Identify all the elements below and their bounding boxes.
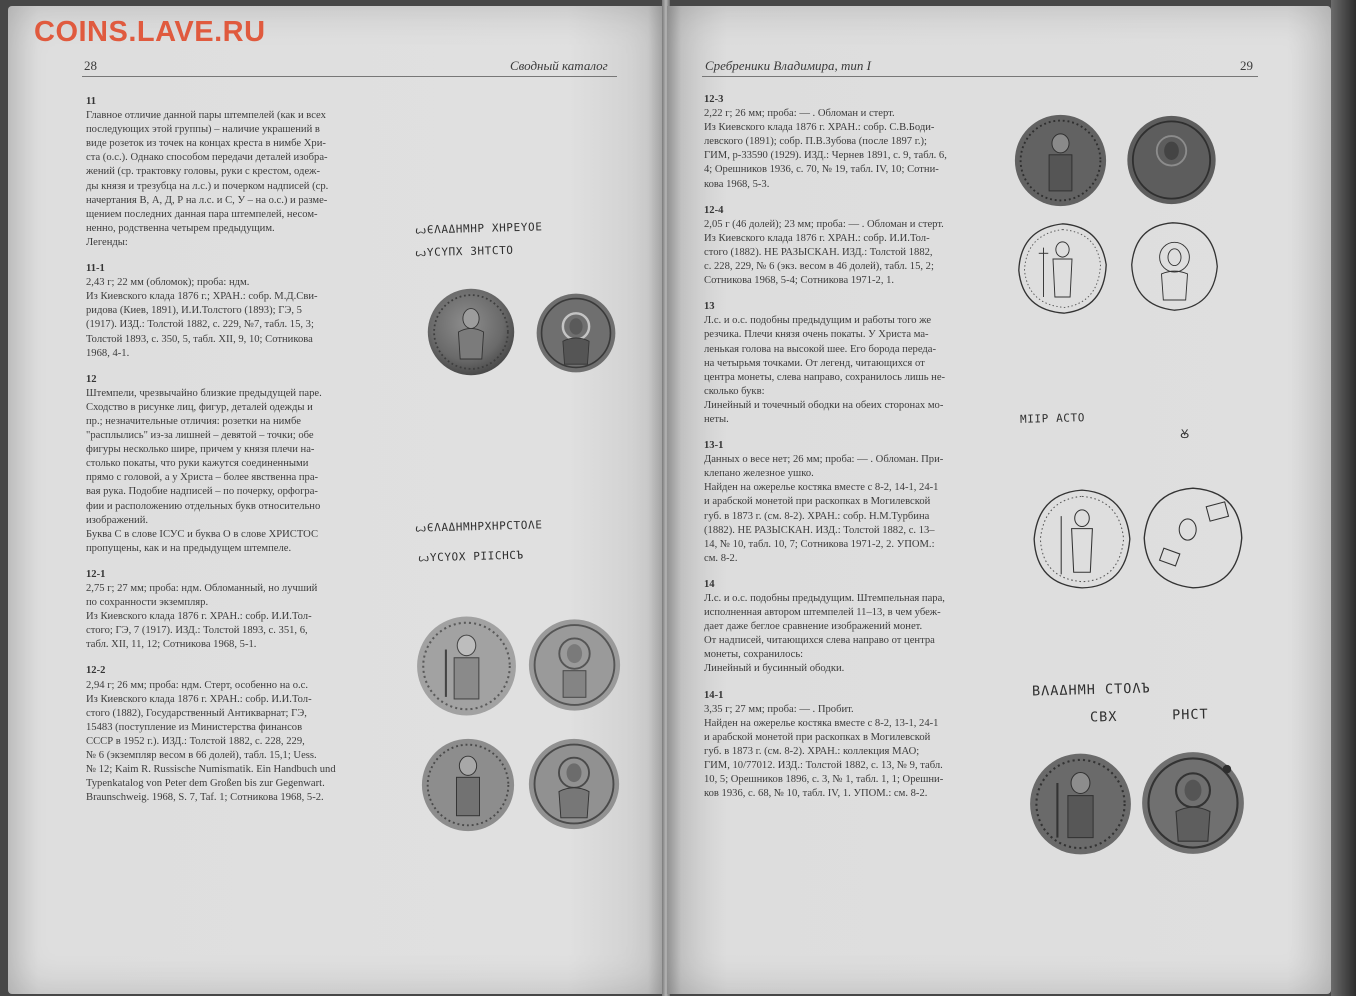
catalog-entry [86,262,368,361]
entry-line: по сохранности экземпляр. [86,597,209,609]
entry-line: центра монеты, слева направо, сохранилось лишь не- [704,371,946,383]
catalog-entry [704,689,994,802]
entry-line: Л.с. и о.с. подобны предыдущим. Штемпельная пара, [704,593,945,604]
entry-line: 4; Орешников 1936, с. 70, № 19, табл. IV, 10; Сотни- [704,164,939,176]
catalog-entry [704,578,994,677]
coin-14-1-obverse [1028,748,1133,860]
coin-11-1-reverse [535,290,617,376]
entry-line: неты. [704,413,729,425]
entry-line: 14, № 10, табл. 10, 7; Сотникова 1971-2, 2. УПОМ.: [704,538,935,550]
entry-line: (1882). НЕ РАЗЫСКАН. ИЗД.: Толстой 1882, с. 13– [704,524,935,536]
legend-12-obverse: ꙍЄΛΑΔΗΜΗΡΧΗΡCΤΟΛΕ [414,518,543,535]
entry-line: на четырьмя точками. От легенд, читающихся от [704,357,925,369]
entry-line: губ. в 1873 г. (см. 8-2). ХРАН.: собр. Н.М.Турбина [704,510,930,522]
entry-line: ГИМ, р-33590 (1929). ИЗД.: Чернев 1891, с. 9, табл. 6, [704,150,947,162]
coin-12-2-reverse [527,734,621,834]
watermark: COINS.LAVE.RU [34,16,266,48]
catalog-entry [704,204,994,289]
entry-line: 2,22 г; 26 мм; проба: — . Обломан и стерт. [704,108,895,120]
entry-line: Толстой 1893, с. 350, 5, табл. XII, 9, 10; Сотникова [86,333,313,345]
entry-line: (1917). ИЗД.: Толстой 1882, с. 229, №7, табл. 15, 3; [86,319,314,331]
entry-line: 2,43 г; 22 мм (обломок); проба: ндм. [86,277,250,289]
entry-line: пропущены, как и на предыдущем штемпеле. [86,542,292,554]
entry-line: ста (о.с.). Однако способом передачи деталей изобра- [86,152,328,164]
catalog-entry [704,439,994,566]
catalog-entry [86,568,368,653]
entry-line: 2,05 г (46 долей); 23 мм; проба: — . Обломан и стерт. [704,218,944,230]
entry-line: левского (1891); собр. П.В.Зубова (после 1897 г.); [704,136,927,148]
entry-line: см. 8-2. [704,552,738,564]
entry-line: пр.; незначительные отличия: розетки на нимбе [86,415,301,427]
page-number-right: 29 [1240,58,1253,73]
entry-line: ленькая голова на высокой шее. Его борода переда- [704,343,937,355]
entry-line: вая рука. Подобие надписей – по почерку, орфогра- [86,486,318,498]
entry-line: 1968, 4-1. [86,347,130,359]
entry-line: губ. в 1873 г. (см. 8-2). ХРАН.: коллекция МАО; [704,745,920,757]
entry-line: Найден на ожерелье костяка вместе с 8-2, 13-1, 24-1 [704,717,939,729]
entry-line: ков 1936, с. 68, № 10, табл. IV, 1. УПОМ.: см. 8-2. [704,788,928,800]
entry-line: жений (ср. трактовку головы, руки с крестом, одеж- [86,166,320,178]
entry-number: 12 [86,373,97,385]
entry-line: Из Киевского клада 1876 г. ХРАН.: собр. С.В.Боди- [704,122,935,134]
entry-line: Из Киевского клада 1876 г. ХРАН.: собр. И.И.Тол- [86,611,312,623]
entry-line: 3,35 г; 27 мм; проба: — . Пробит. [704,703,854,715]
entry-number: 12-4 [704,204,724,216]
entry-line: Из Киевского клада 1876 г. ХРАН.: собр. И.И.Тол- [704,232,930,244]
entry-line: щением последних данная пара штемпелей, несом- [86,208,318,220]
coin-13-1-obverse-drawing [1030,482,1134,596]
entry-line: начертания В, А, Д, Р на л.с. и С, У – на о.с.) и разме- [86,194,328,206]
entry-line: Буква С в слове ІСУС и буква О в слове ХРИСТОС [86,528,319,540]
coin-13-1-reverse-drawing [1140,482,1246,594]
entry-line: 2,75 г; 27 мм; проба: ндм. Обломанный, но лучший [86,583,318,594]
entry-line: Данных о весе нет; 26 мм; проба: — . Обломан. При- [704,454,944,466]
entry-line: Сотникова 1968, 5-4; Сотникова 1971-2, 1. [704,275,895,287]
page-number-left: 28 [84,58,97,73]
entry-line: и арабской монетой при раскопках в Могилевской [704,731,931,743]
coin-12-3-obverse [1012,113,1109,208]
entry-line: ды князя и трезубца на л.с.) и почерком надписей (ср. [86,180,329,192]
entry-line: Линейный и бусинный ободки. [704,663,845,675]
entry-line: 2,94 г; 26 мм; проба: ндм. Стерт, особенно на о.с. [86,679,309,691]
entry-line: Сходство в рисунке лиц, фигур, деталей одежды и [86,401,313,413]
entry-line: изображений. [86,514,149,526]
entry-line: фигуры несколько шире, причем у князя плечи на- [86,444,315,456]
entry-number: 12-1 [86,568,106,580]
entry-line: исполненная автором штемпелей 11–13, в чем убеж- [704,607,941,619]
coin-12-1-obverse [415,611,518,721]
entry-line: Braunschweig. 1968, S. 7, Taf. 1; Сотникова 1968, 5-2. [86,792,324,804]
entry-line: ГИМ, 10/77012. ИЗД.: Толстой 1882, с. 13, № 9, табл. [704,760,943,772]
right-text-column [704,93,994,801]
entry-line: столько покаты, что руки кажутся соединенными [86,458,309,470]
legend-12-reverse: ꙍΥCΥΟΧ ΡΙΙCΗCЪ [417,548,524,565]
entry-line: Легенды: [86,236,128,248]
entry-line: табл. XII, 11, 12; Сотникова 1968, 5-1. [86,639,257,651]
entry-line: стого (1882), Государственный Антикварнат; ГЭ, [86,707,307,719]
coin-12-4-obverse-drawing [1015,221,1110,316]
entry-line: Линейный и точечный ободки на обеих сторонах мо- [704,399,944,411]
entry-line: № 12; Kaim R. Russische Numismatik. Ein Handbuch und [86,764,336,776]
legend-14-obverse: ΒΛΑΔΗΜΗ CΤΟΛЪ [1031,680,1151,700]
entry-line: дает даже беглое сравнение изображений монет. [704,621,923,633]
entry-line: с. 228, 229, № 6 (экз. весом в 46 долей), табл. 15, 2; [704,261,934,273]
left-text-column [86,95,368,805]
entry-number: 14 [704,578,715,590]
entry-line: От надписей, читающихся слева направо от центра [704,635,935,647]
entry-line: резчика. Плечи князя очень покаты. У Христа ма- [704,329,929,341]
coin-12-1-reverse [527,614,622,716]
entry-number: 12-3 [704,94,724,105]
entry-number: 11 [86,96,97,107]
entry-line: прямо с головой, а у Христа – более явственна пра- [86,472,319,484]
header-rule-right [702,76,1258,77]
entry-line: Из Киевского клада 1876 г. ХРАН.: собр. И.И.Тол- [86,693,312,705]
entry-line: ридова (Киев, 1891), И.И.Толстого (1893); ГЭ, 5 [86,305,302,317]
entry-line: стого (1882). НЕ РАЗЫСКАН. ИЗД.: Толстой 1882, [704,246,933,258]
coin-12-2-obverse [420,734,516,836]
coin-11-1-obverse [425,287,517,377]
catalog-entry [704,93,994,192]
entry-line: Штемпели, чрезвычайно близкие предыдущей паре. [86,387,322,399]
catalog-entry [86,664,368,805]
coin-14-1-reverse [1140,748,1246,858]
entry-line: кова 1968, 5-3. [704,178,770,190]
entry-line: Главное отличие данной пары штемпелей (как и всех [86,110,326,122]
legend-14-reverse: CΒΧ ΡΗCΤ [1089,706,1209,726]
entry-line: СССР в 1952 г.). ИЗД.: Толстой 1882, с. 228, 229, [86,735,305,747]
coin-12-3-reverse [1124,114,1219,206]
entry-line: 10, 5; Орешников 1896, с. 3, № 1, табл. 1, 1; Орешни- [704,774,944,786]
book-edge [1331,0,1356,996]
entry-line: Найден на ожерелье костяка вместе с 8-2, 14-1, 24-1 [704,482,939,494]
entry-line: клепано железное ушко. [704,468,814,480]
entry-line: монеты, сохранилось: [704,649,804,661]
entry-line: "расплылись" из-за лишней – девятой – точки; обе [86,430,314,442]
entry-number: 11-1 [86,263,105,275]
legend-11-obverse: ꙍЄΛΑΔΗΜΗΡ ΧΗΡΕΥΟΕ [414,220,543,237]
catalog-entry [86,95,368,250]
running-header-right: Сребреники Владимира, тип I [705,58,871,73]
legend-13-reverse: Ꙋ [1180,427,1190,441]
entry-line: фии и расположению отдельных букв относительно [86,500,321,512]
catalog-entry [86,373,368,556]
entry-line: 15483 (поступление из Министерства финансов [86,721,303,733]
entry-line: ненно, родственна четырем предыдущим. [86,222,275,234]
entry-number: 12-2 [86,665,106,677]
entry-line: Typenkatalog von Peter dem Großen bis zur Gegenwart. [86,778,325,790]
entry-line: Л.с. и о.с. подобны предыдущим и работы того же [704,315,932,327]
catalog-entry [704,300,994,427]
entry-line: № 6 (экземпляр весом в 66 долей), табл. 15,1; Uess. [86,750,317,762]
entry-line: и арабской монетой при раскопках в Могилевской [704,496,931,508]
running-header-left: Сводный каталог [510,58,608,73]
legend-13-obverse: ΜΙΙΡ ΑCΤΟ [1019,411,1086,426]
entry-line: стого; ГЭ, 7 (1917). ИЗД.: Толстой 1893, с. 351, 6, [86,625,308,637]
legend-11-reverse: ꙍΥCΥΠΧ ЗΗΤCΤΟ [414,243,514,260]
header-rule-left [82,76,617,77]
entry-line: сколько букв: [704,385,765,397]
entry-line: последующих этой группы) – наличие украшений в [86,124,320,136]
coin-12-4-reverse-drawing [1127,220,1222,313]
entry-number: 14-1 [704,689,724,701]
entry-number: 13 [704,301,715,313]
entry-line: Из Киевского клада 1876 г.; ХРАН.: собр. М.Д.Сви- [86,291,318,303]
entry-line: виде розеток из точек на концах креста в нимбе Хри- [86,138,326,150]
entry-number: 13-1 [704,440,724,452]
